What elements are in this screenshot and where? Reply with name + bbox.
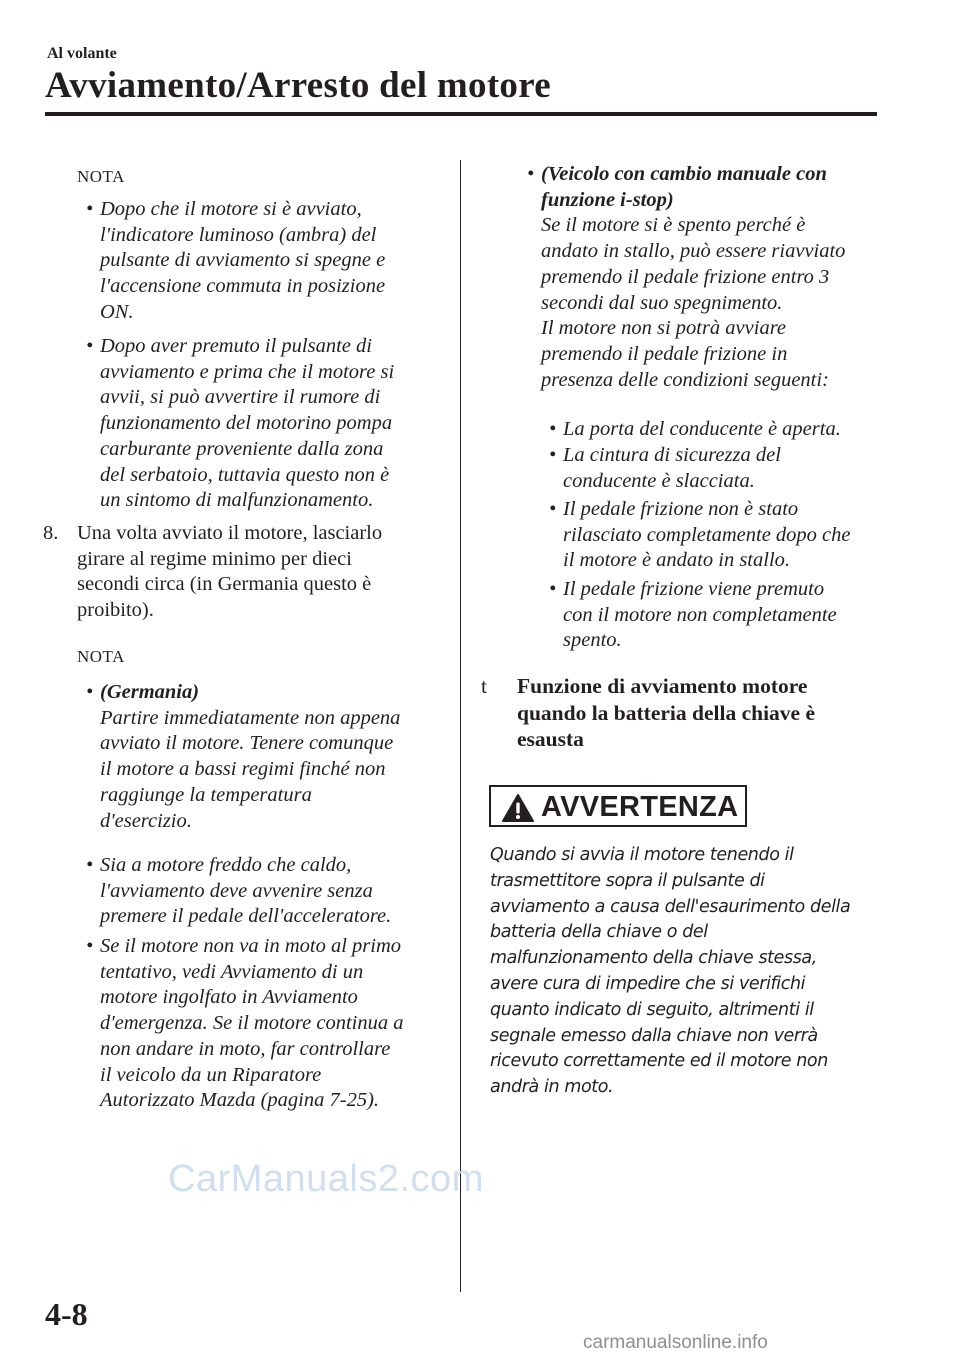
text-line: con il motore non completamente <box>563 603 837 626</box>
text-line: Autorizzato Mazda (pagina 7-25). <box>100 1089 380 1112</box>
subheading: (Veicolo con cambio manuale con <box>541 163 827 185</box>
subheading: (Germania) <box>100 681 200 703</box>
text-line: Partire immediatamente non appena <box>100 706 401 729</box>
bullet: • <box>549 498 557 520</box>
text-line: Se il motore si è spento perché è <box>541 214 806 237</box>
text-line: pulsante di avviamento si spegne e <box>100 249 386 272</box>
bullet: • <box>549 578 557 600</box>
text-line: presenza delle condizioni seguenti: <box>541 368 829 391</box>
page-number: 4-8 <box>45 1296 88 1332</box>
nota-item <box>86 934 404 1114</box>
text-line: spento. <box>563 629 622 652</box>
text-line: andato in stallo, può essere riavviato <box>541 240 846 263</box>
text-line: avviamento a causa dell'esaurimento della <box>490 896 851 917</box>
text-line: proibito). <box>77 599 154 622</box>
text-line: un sintomo di malfunzionamento. <box>100 489 374 512</box>
text-line: quanto indicato di seguito, altrimenti il <box>490 999 814 1020</box>
text-line: Sia a motore freddo che caldo, <box>100 854 352 876</box>
text-line: girare al regime minimo per dieci <box>77 547 352 570</box>
condition-item <box>549 577 837 654</box>
text-line: il veicolo da un Riparatore <box>100 1063 322 1086</box>
text-line: Dopo aver premuto il pulsante di <box>100 335 372 357</box>
nota-item-germania <box>86 680 401 834</box>
text-line: malfunzionamento della chiave stessa, <box>490 948 817 969</box>
text-line: ricevuto correttamente ed il motore non <box>490 1051 828 1072</box>
text-line: premendo il pedale frizione entro 3 <box>541 265 830 288</box>
text-line: segnale emesso dalla chiave non verrà <box>490 1025 818 1046</box>
warning-label: AVVERTENZA <box>541 791 739 823</box>
section-label: Al volante <box>47 45 117 62</box>
text-line: avviamento e prima che il motore si <box>100 360 395 383</box>
heading-marker: t <box>481 674 487 698</box>
text-line: raggiunge la temperatura <box>100 783 312 806</box>
bullet: • <box>86 198 94 220</box>
bullet: • <box>527 163 535 185</box>
bullet: • <box>86 854 94 876</box>
text-line: non andare in moto, far controllare <box>100 1037 391 1060</box>
text-line: premendo il pedale frizione in <box>541 342 788 365</box>
text-line: Il motore non si potrà avviare <box>541 317 787 340</box>
step-number: 8. <box>43 522 59 544</box>
bullet: • <box>86 681 94 703</box>
condition-item <box>549 443 781 494</box>
condition-item <box>549 417 841 443</box>
bullet: • <box>549 418 557 440</box>
text-line: Dopo che il motore si è avviato, <box>100 198 362 220</box>
watermark: CarManuals2.com <box>168 1158 484 1200</box>
text-line: tentativo, vedi Avviamento di un <box>100 960 364 983</box>
nota-item <box>86 334 395 514</box>
text-line: il motore è andato in stallo. <box>563 549 791 572</box>
text-line: Una volta avviato il motore, lasciarlo <box>77 522 383 544</box>
text-line: l'accensione commuta in posizione <box>100 275 386 298</box>
footer-watermark: carmanualsonline.info <box>583 1332 768 1353</box>
text-line: secondi dal suo spegnimento. <box>541 291 783 314</box>
text-line: l'avviamento deve avvenire senza <box>100 879 373 902</box>
header-rule <box>45 112 877 116</box>
text-line: motore ingolfato in Avviamento <box>100 986 358 1009</box>
text-line: il motore a bassi regimi finché non <box>100 758 386 781</box>
text-line: del serbatoio, tuttavia questo non è <box>100 463 390 486</box>
text-line: conducente è slacciata. <box>563 469 755 492</box>
step-8 <box>43 521 383 624</box>
bullet: • <box>86 935 94 957</box>
text-line: Il pedale frizione viene premuto <box>563 578 825 600</box>
text-line: batteria della chiave o del <box>490 922 708 943</box>
text-line: Il pedale frizione non è stato <box>563 498 799 520</box>
warning-triangle-icon <box>501 793 535 823</box>
bullet: • <box>86 335 94 357</box>
text-line: secondi circa (in Germania questo è <box>77 573 372 596</box>
manual-transmission-note <box>527 162 846 393</box>
nota-label: NOTA <box>77 647 125 666</box>
nota-label: NOTA <box>77 167 125 186</box>
warning-box <box>489 785 747 827</box>
text-line: l'indicatore luminoso (ambra) del <box>100 223 377 246</box>
subheading: funzione i-stop) <box>541 188 674 211</box>
text-line: avere cura di impedire che si verifichi <box>490 973 806 994</box>
nota-item <box>86 197 386 326</box>
text-line: premere il pedale dell'acceleratore. <box>100 905 392 928</box>
text-line: avvii, si può avvertire il rumore di <box>100 386 381 409</box>
text-line: d'emergenza. Se il motore continua a <box>100 1012 404 1035</box>
bullet: • <box>549 444 557 466</box>
text-line: funzionamento del motorino pompa <box>100 412 393 435</box>
text-line: carburante proveniente dalla zona <box>100 437 384 460</box>
text-line: rilasciato completamente dopo che <box>563 523 851 546</box>
text-line: andrà in moto. <box>490 1077 614 1098</box>
column-divider <box>460 160 461 1292</box>
heading-line: quando la batteria della chiave è <box>517 700 816 725</box>
page-title: Avviamento/Arresto del motore <box>45 65 552 106</box>
text-line: ON. <box>100 300 134 323</box>
text-line: trasmettitore sopra il pulsante di <box>490 870 765 891</box>
nota-item <box>86 853 392 930</box>
heading-line: esausta <box>517 727 584 751</box>
condition-item <box>549 497 851 574</box>
text-line: Quando si avvia il motore tenendo il <box>490 845 794 865</box>
text-line: avviato il motore. Tenere comunque <box>100 732 394 755</box>
text-line: d'esercizio. <box>100 809 192 832</box>
text-line: La cintura di sicurezza del <box>563 444 781 466</box>
section-heading <box>481 673 816 753</box>
heading-line: Funzione di avviamento motore <box>517 674 808 698</box>
warning-text <box>490 843 875 1101</box>
text-line: Se il motore non va in moto al primo <box>100 935 402 957</box>
text-line: La porta del conducente è aperta. <box>563 418 841 440</box>
